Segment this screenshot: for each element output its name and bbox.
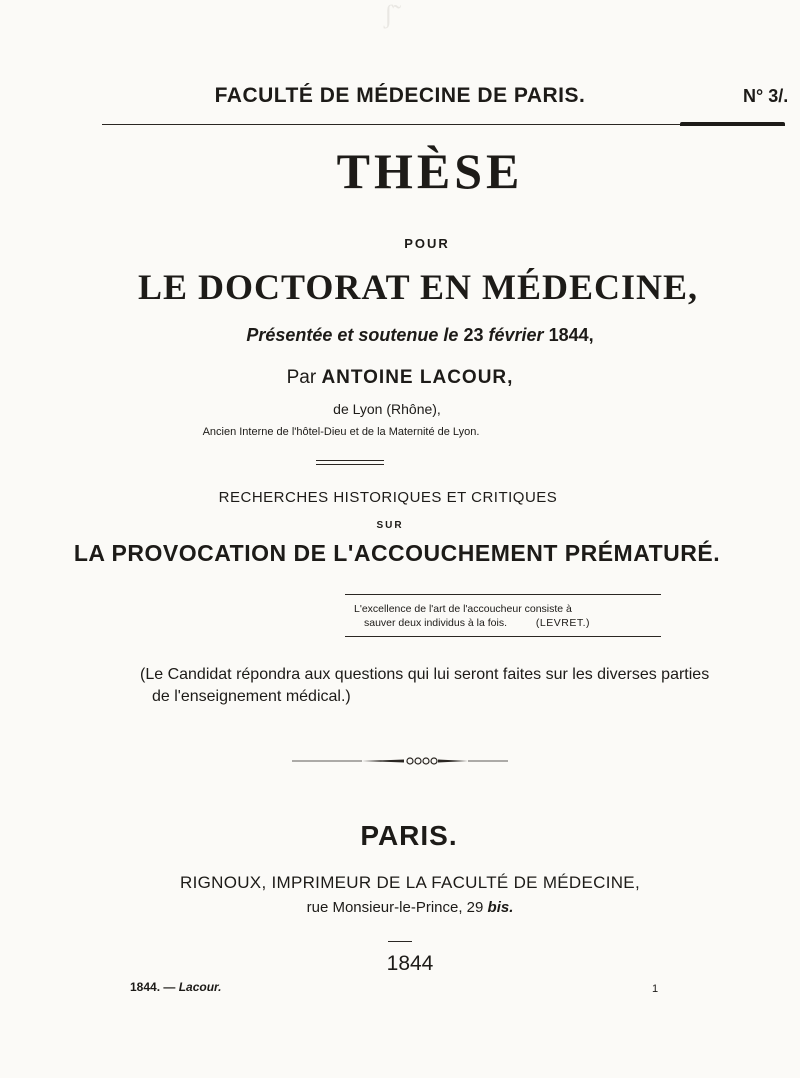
page-number: 1 xyxy=(652,983,659,995)
defense-month: février xyxy=(488,325,544,345)
epigraph-attribution: (LEVRET.) xyxy=(535,617,591,629)
footer-sig-year: 1844. — xyxy=(130,980,176,994)
ornament-ring-1 xyxy=(407,758,413,764)
imprint-rule xyxy=(388,941,412,942)
ornament-ring-2 xyxy=(415,758,421,764)
author-origin: de Lyon (Rhône), xyxy=(333,401,441,417)
epigraph xyxy=(354,602,654,630)
imprint-city: PARIS. xyxy=(360,820,458,851)
footer-signature xyxy=(130,980,221,994)
defense-year: 1844, xyxy=(548,325,594,345)
faculty-header: FACULTÉ DE MÉDECINE DE PARIS. xyxy=(214,84,586,107)
author-line xyxy=(0,367,800,389)
epigraph-line-2: sauver deux individus à la fois. xyxy=(364,617,507,629)
thesis-title: THÈSE xyxy=(336,143,524,199)
pour-label: POUR xyxy=(404,236,450,251)
imprint-year: 1844 xyxy=(386,952,434,975)
ornament-rule xyxy=(292,755,508,767)
epigraph-line-1: L'excellence de l'art de l'accoucheur consiste à xyxy=(354,603,572,615)
epigraph-bottom-rule xyxy=(345,636,661,637)
ornament-left-wedge xyxy=(362,760,404,763)
imprint-address xyxy=(0,899,800,916)
candidate-note-line-2: de l'enseignement médical.) xyxy=(152,688,351,705)
thesis-subject: LA PROVOCATION DE L'ACCOUCHEMENT PRÉMATURÉ. xyxy=(73,540,721,566)
defense-day: 23 xyxy=(463,325,484,345)
epigraph-line-2-row xyxy=(354,616,654,630)
footer-sig-author: Lacour. xyxy=(178,980,222,994)
header-rule-accent xyxy=(680,122,785,126)
section-divider xyxy=(316,460,384,465)
imprint-printer: RIGNOUX, IMPRIMEUR DE LA FACULTÉ DE MÉDECINE, xyxy=(180,873,640,892)
ornament-right-wedge xyxy=(438,760,468,763)
author-prefix: Par xyxy=(286,367,317,388)
imprint-street: rue Monsieur-le-Prince, 29 xyxy=(306,899,484,916)
author-former-role: Ancien Interne de l'hôtel-Dieu et de la Maternité de Lyon. xyxy=(202,426,480,438)
candidate-note xyxy=(140,664,740,708)
thesis-number: N° 3/. xyxy=(743,86,789,106)
author-name: ANTOINE LACOUR, xyxy=(321,367,514,388)
epigraph-top-rule xyxy=(345,594,661,595)
candidate-note-line-1: (Le Candidat répondra aux questions qui lui seront faites sur les diverses parties xyxy=(140,666,710,683)
sur-label: SUR xyxy=(376,520,404,531)
ornament-ring-4 xyxy=(431,758,437,764)
paper-stain: ʃ̃ xyxy=(384,0,393,29)
degree-title: LE DOCTORAT EN MÉDECINE, xyxy=(137,267,699,307)
defense-text: Présentée et soutenue le xyxy=(246,325,459,345)
ornament-ring-3 xyxy=(423,758,429,764)
research-heading: RECHERCHES HISTORIQUES ET CRITIQUES xyxy=(218,489,558,506)
imprint-street-bis: bis. xyxy=(487,899,514,916)
defense-line xyxy=(0,325,800,346)
